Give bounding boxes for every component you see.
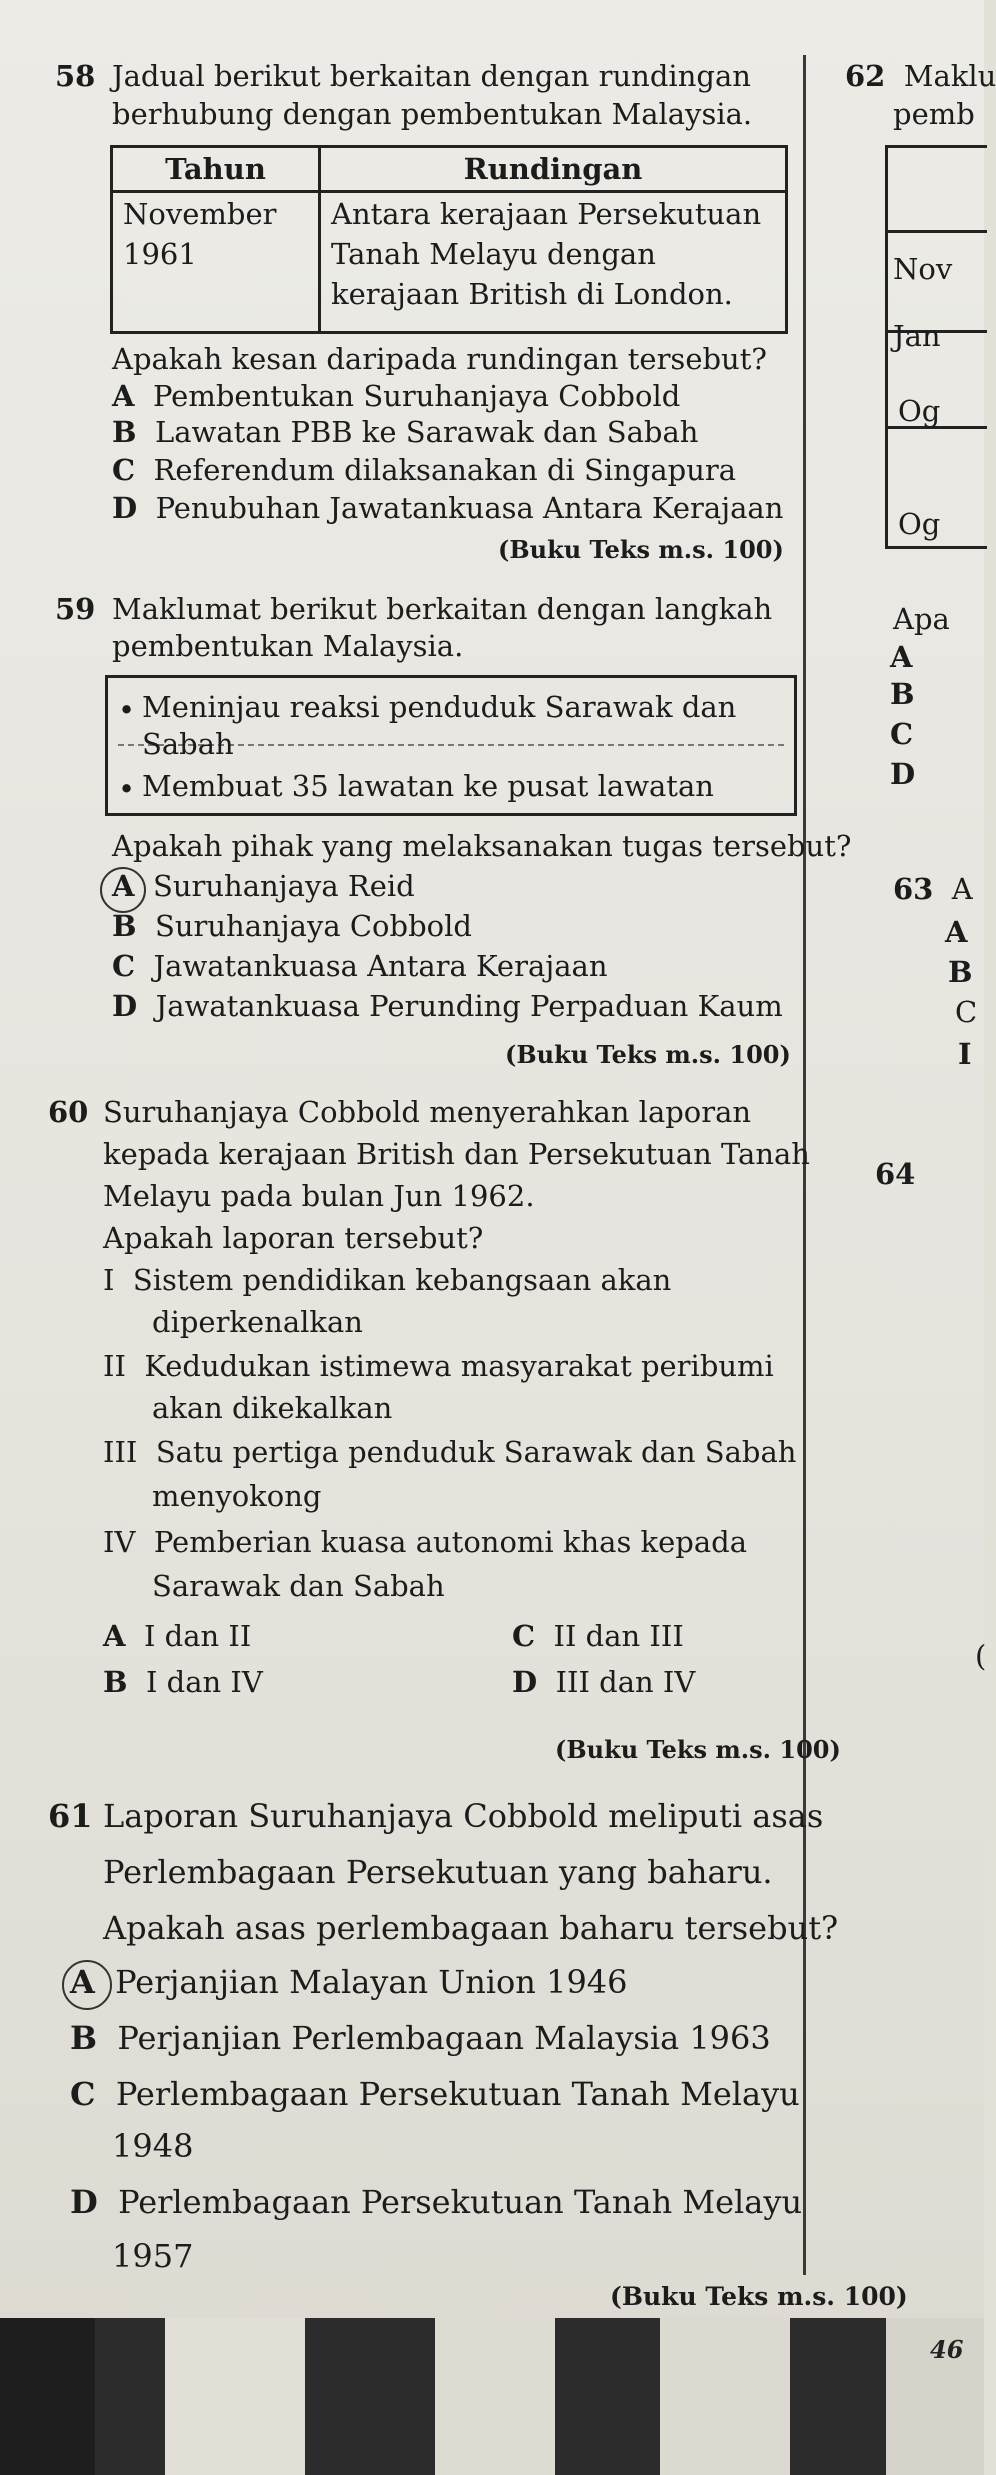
q61-number: 61 <box>48 1797 93 1835</box>
q61-stem-line2: Perlembagaan Persekutuan yang baharu. <box>103 1853 773 1891</box>
table-cell-talks <box>320 192 787 333</box>
table-header-talks: Rundingan <box>320 147 787 192</box>
bullet-icon: • <box>118 693 136 727</box>
table-header-year: Tahun <box>112 147 320 192</box>
q58-option-d: D Penubuhan Jawatankuasa Antara Kerajaan <box>112 491 784 525</box>
talk-line1: Antara kerajaan Persekutuan <box>331 197 762 231</box>
q60-statement-2-line1: II Kedudukan istimewa masyarakat peribumi <box>103 1349 774 1383</box>
q60-option-b: B I dan IV <box>103 1665 263 1699</box>
q58-number: 58 <box>55 59 96 93</box>
paper-gap <box>165 2318 305 2475</box>
q58-table <box>110 145 788 334</box>
q60-option-c: C II dan III <box>512 1619 684 1653</box>
q61-option-d-line1: D Perlembagaan Persekutuan Tanah Melayu <box>70 2183 803 2221</box>
q59-source: (Buku Teks m.s. 100) <box>505 1040 791 1069</box>
q62-row-2: Jan <box>893 319 941 353</box>
q63-option-c: C <box>955 995 978 1029</box>
q61-option-b: B Perjanjian Perlembagaan Malaysia 1963 <box>70 2019 771 2057</box>
q60-statement-1-line2: diperkenalkan <box>152 1305 363 1339</box>
q60-statement-4-line2: Sarawak dan Sabah <box>152 1569 445 1603</box>
q58-option-a: A Pembentukan Suruhanjaya Cobbold <box>112 379 681 413</box>
q62-row-3: Og <box>898 394 941 428</box>
q59-question: Apakah pihak yang melaksanakan tugas tersebut? <box>112 829 852 863</box>
q59-info1-line2: Sabah <box>142 727 234 761</box>
q58-option-b: B Lawatan PBB ke Sarawak dan Sabah <box>112 415 699 449</box>
q59-info2: Membuat 35 lawatan ke pusat lawatan <box>142 769 714 803</box>
q60-stem-line3: Melayu pada bulan Jun 1962. <box>103 1179 535 1213</box>
q60-question: Apakah laporan tersebut? <box>103 1221 484 1255</box>
q63-number: 63 A <box>893 872 973 906</box>
q62-row-4: Og <box>898 507 941 541</box>
q61-stem-line1: Laporan Suruhanjaya Cobbold meliputi asas <box>103 1797 824 1835</box>
table-row-divider <box>888 230 987 233</box>
binding-shadow <box>0 2318 95 2475</box>
q59-number: 59 <box>55 592 96 626</box>
q59-stem-line1: Maklumat berikut berkaitan dengan langkah <box>112 592 773 626</box>
q62-stem-line2: pemb <box>893 97 975 131</box>
q61-option-c-line2: 1948 <box>112 2127 194 2165</box>
q63-option-d: I <box>958 1037 972 1071</box>
q60-statement-4-line1: IV Pemberian kuasa autonomi khas kepada <box>103 1525 747 1559</box>
q62-row-1: Nov <box>893 252 953 286</box>
q60-option-a: A I dan II <box>103 1619 252 1653</box>
q62-number: 62 Maklu <box>845 59 996 93</box>
q60-statement-1-line1: I Sistem pendidikan kebangsaan akan <box>103 1263 672 1297</box>
table-cell-year <box>112 192 320 333</box>
right-fragment: ( <box>975 1639 987 1673</box>
paper-gap <box>660 2318 790 2475</box>
bullet-icon: • <box>118 772 136 806</box>
year-line1: November <box>123 197 277 231</box>
q58-stem-line1: Jadual berikut berkaitan dengan rundingan <box>112 59 751 93</box>
q62-question: Apa <box>893 602 950 636</box>
talk-line3: kerajaan British di London. <box>331 277 733 311</box>
q60-number: 60 <box>48 1095 89 1129</box>
q60-source: (Buku Teks m.s. 100) <box>555 1735 841 1764</box>
q58-stem-line2: berhubung dengan pembentukan Malaysia. <box>112 97 753 131</box>
q59-option-b: B Suruhanjaya Cobbold <box>112 909 472 943</box>
q59-option-d: D Jawatankuasa Perunding Perpaduan Kaum <box>112 989 783 1023</box>
q62-option-b: B <box>890 677 915 711</box>
q60-stem-line2: kepada kerajaan British dan Persekutuan Tanah <box>103 1137 810 1171</box>
q58-option-c: C Referendum dilaksanakan di Singapura <box>112 453 737 487</box>
q61-option-c-line1: C Perlembagaan Persekutuan Tanah Melayu <box>70 2075 800 2113</box>
q60-stem-line1: Suruhanjaya Cobbold menyerahkan laporan <box>103 1095 752 1129</box>
q62-option-d: D <box>890 757 916 791</box>
talk-line2: Tanah Melayu dengan <box>331 237 656 271</box>
q58-source: (Buku Teks m.s. 100) <box>498 535 784 564</box>
q60-statement-3-line1: III Satu pertiga penduduk Sarawak dan Sabah <box>103 1435 797 1469</box>
year-line2: 1961 <box>123 237 197 271</box>
q60-option-d: D III dan IV <box>512 1665 696 1699</box>
q59-option-c: C Jawatankuasa Antara Kerajaan <box>112 949 608 983</box>
q61-source: (Buku Teks m.s. 100) <box>610 2282 908 2311</box>
q59-option-a: A Suruhanjaya Reid <box>112 869 415 903</box>
q60-statement-3-line2: menyokong <box>152 1479 322 1513</box>
q62-option-c: C <box>890 717 914 751</box>
q61-question: Apakah asas perlembagaan baharu tersebut? <box>103 1909 839 1947</box>
q63-option-a: A <box>945 915 968 949</box>
q59-info1-line1: Meninjau reaksi penduduk Sarawak dan <box>142 690 737 724</box>
paper-gap <box>435 2318 555 2475</box>
q64-number: 64 <box>875 1157 916 1191</box>
q58-question: Apakah kesan daripada rundingan tersebut? <box>112 342 767 376</box>
q61-option-d-line2: 1957 <box>112 2237 194 2275</box>
q63-option-b: B <box>948 955 973 989</box>
q60-statement-2-line2: akan dikekalkan <box>152 1391 393 1425</box>
q59-stem-line2: pembentukan Malaysia. <box>112 629 464 663</box>
q61-option-a: A Perjanjian Malayan Union 1946 <box>70 1963 628 2001</box>
page-number: 46 <box>930 2335 964 2364</box>
q62-option-a: A <box>890 640 913 674</box>
